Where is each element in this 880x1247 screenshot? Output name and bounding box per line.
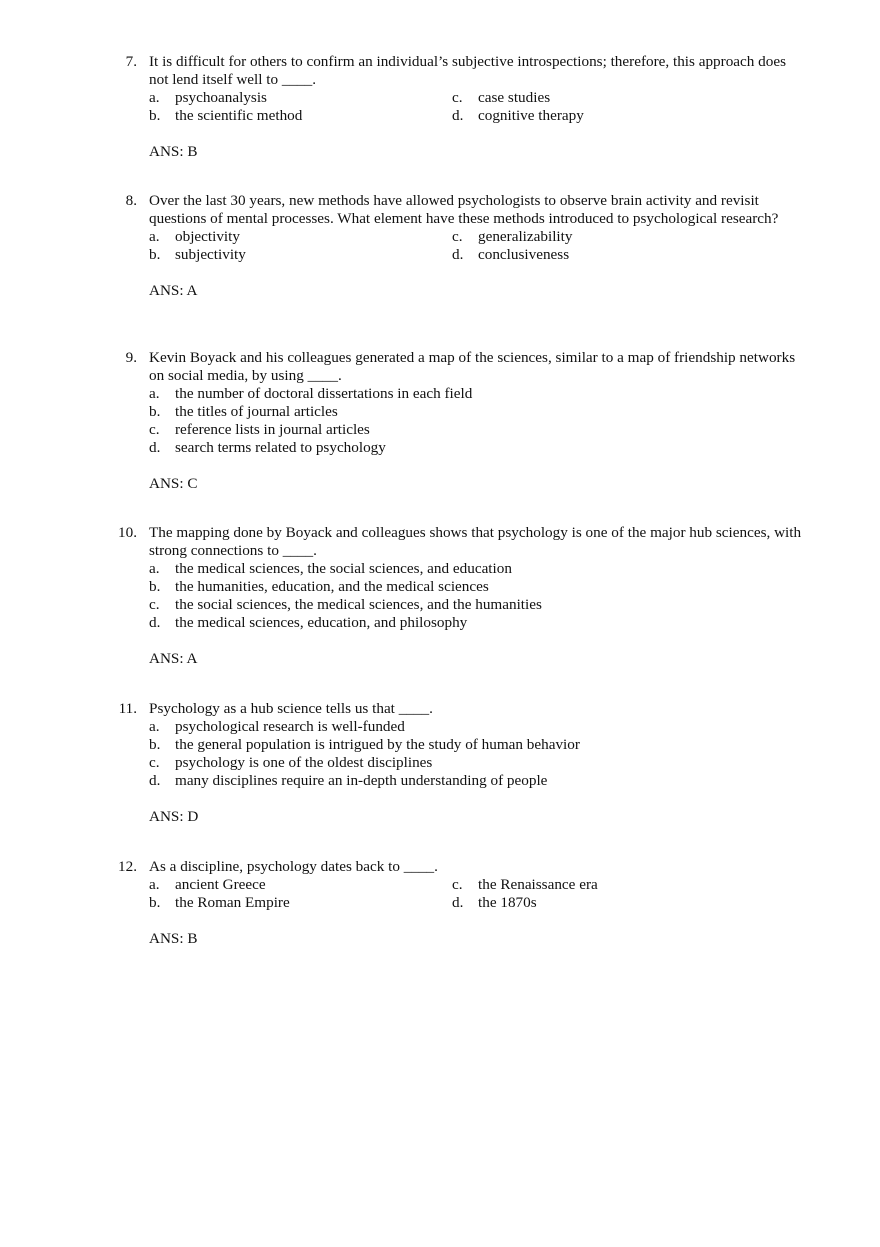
option-text: subjectivity	[175, 246, 246, 263]
question-12	[0, 858, 880, 948]
question-number: 7.	[125, 53, 137, 70]
option-a	[149, 89, 452, 107]
question-stem	[0, 192, 880, 228]
option-a	[149, 385, 809, 403]
option-text: the number of doctoral dissertations in each field	[175, 385, 473, 402]
option-text: the titles of journal articles	[175, 403, 338, 420]
option-c	[452, 89, 752, 107]
option-text: reference lists in journal articles	[175, 421, 370, 438]
option-label: b.	[149, 403, 161, 420]
option-c	[149, 596, 809, 614]
question-text: The mapping done by Boyack and colleagues shows that psychology is one of the major hub sciences, with strong connections to ____.	[149, 524, 802, 559]
option-d	[452, 894, 752, 912]
option-text: the medical sciences, the social sciences, and education	[175, 560, 512, 577]
option-label: a.	[149, 718, 160, 735]
option-label: c.	[149, 754, 160, 771]
option-b	[149, 578, 809, 596]
option-text: case studies	[478, 89, 551, 106]
option-a	[149, 228, 452, 246]
answer-key: ANS: A	[149, 282, 198, 299]
option-label: a.	[149, 876, 160, 893]
option-label: c.	[149, 596, 160, 613]
option-text: cognitive therapy	[478, 107, 584, 124]
option-text: generalizability	[478, 228, 573, 245]
option-text: objectivity	[175, 228, 240, 245]
option-d	[149, 439, 809, 457]
option-text: conclusiveness	[478, 246, 570, 263]
question-10	[0, 524, 880, 668]
question-text: As a discipline, psychology dates back to ____.	[149, 858, 438, 875]
option-b	[149, 403, 809, 421]
option-text: the humanities, education, and the medical sciences	[175, 578, 489, 595]
option-label: b.	[149, 736, 161, 753]
option-text: the social sciences, the medical sciences, and the humanities	[175, 596, 542, 613]
option-text: the Renaissance era	[478, 876, 598, 893]
question-stem	[0, 53, 880, 89]
answer-key: ANS: B	[149, 143, 198, 160]
question-7	[0, 53, 880, 161]
question-text: Over the last 30 years, new methods have allowed psychologists to observe brain activity and revisit questions of mental processes. What element have these methods introduced to psychological research?	[149, 192, 779, 227]
option-a	[149, 876, 452, 894]
option-label: d.	[149, 439, 161, 456]
answer-options	[149, 228, 809, 264]
answer-options	[149, 876, 809, 912]
option-label: c.	[452, 89, 463, 106]
option-text: many disciplines require an in-depth understanding of people	[175, 772, 548, 789]
answer-options	[149, 385, 809, 457]
question-number: 11.	[118, 700, 137, 717]
option-text: the 1870s	[478, 894, 537, 911]
question-8	[0, 192, 880, 300]
question-stem	[0, 700, 880, 718]
option-label: a.	[149, 228, 160, 245]
option-text: psychology is one of the oldest disciplines	[175, 754, 433, 771]
option-text: ancient Greece	[175, 876, 266, 893]
option-label: d.	[452, 246, 464, 263]
option-d	[149, 772, 809, 790]
option-b	[149, 894, 452, 912]
question-number: 10.	[118, 524, 137, 541]
option-label: d.	[452, 107, 464, 124]
option-c	[452, 228, 752, 246]
option-label: d.	[149, 614, 161, 631]
question-stem	[0, 524, 880, 560]
option-label: a.	[149, 560, 160, 577]
option-c	[149, 754, 809, 772]
option-label: d.	[149, 772, 161, 789]
answer-key: ANS: A	[149, 650, 198, 667]
option-b	[149, 736, 809, 754]
option-text: psychological research is well-funded	[175, 718, 405, 735]
option-c	[452, 876, 752, 894]
option-a	[149, 718, 809, 736]
option-a	[149, 560, 809, 578]
option-text: psychoanalysis	[175, 89, 267, 106]
option-text: the Roman Empire	[175, 894, 290, 911]
option-label: b.	[149, 894, 161, 911]
question-number: 9.	[125, 349, 137, 366]
option-b	[149, 246, 452, 264]
question-stem	[0, 349, 880, 385]
question-9	[0, 349, 880, 493]
option-d	[452, 107, 752, 125]
answer-options	[149, 718, 809, 790]
option-text: the general population is intrigued by the study of human behavior	[175, 736, 580, 753]
question-text: It is difficult for others to confirm an individual’s subjective introspections; therefore, this approach does not lend itself well to ____.	[149, 53, 787, 88]
question-text: Kevin Boyack and his colleagues generated a map of the sciences, similar to a map of friendship networks on social media, by using ____.	[149, 349, 796, 384]
option-label: c.	[452, 876, 463, 893]
answer-key: ANS: C	[149, 475, 198, 492]
option-label: b.	[149, 107, 161, 124]
option-label: a.	[149, 385, 160, 402]
option-d	[149, 614, 809, 632]
question-number: 12.	[118, 858, 137, 875]
question-11	[0, 700, 880, 826]
option-text: search terms related to psychology	[175, 439, 386, 456]
option-label: b.	[149, 246, 161, 263]
option-label: c.	[452, 228, 463, 245]
answer-options	[149, 89, 809, 125]
answer-options	[149, 560, 809, 632]
option-text: the scientific method	[175, 107, 303, 124]
question-stem	[0, 858, 880, 876]
option-text: the medical sciences, education, and philosophy	[175, 614, 468, 631]
option-b	[149, 107, 452, 125]
option-label: d.	[452, 894, 464, 911]
option-label: b.	[149, 578, 161, 595]
option-c	[149, 421, 809, 439]
option-label: a.	[149, 89, 160, 106]
question-number: 8.	[125, 192, 137, 209]
answer-key: ANS: B	[149, 930, 198, 947]
question-text: Psychology as a hub science tells us that ____.	[149, 700, 433, 717]
option-d	[452, 246, 752, 264]
answer-key: ANS: D	[149, 808, 199, 825]
option-label: c.	[149, 421, 160, 438]
